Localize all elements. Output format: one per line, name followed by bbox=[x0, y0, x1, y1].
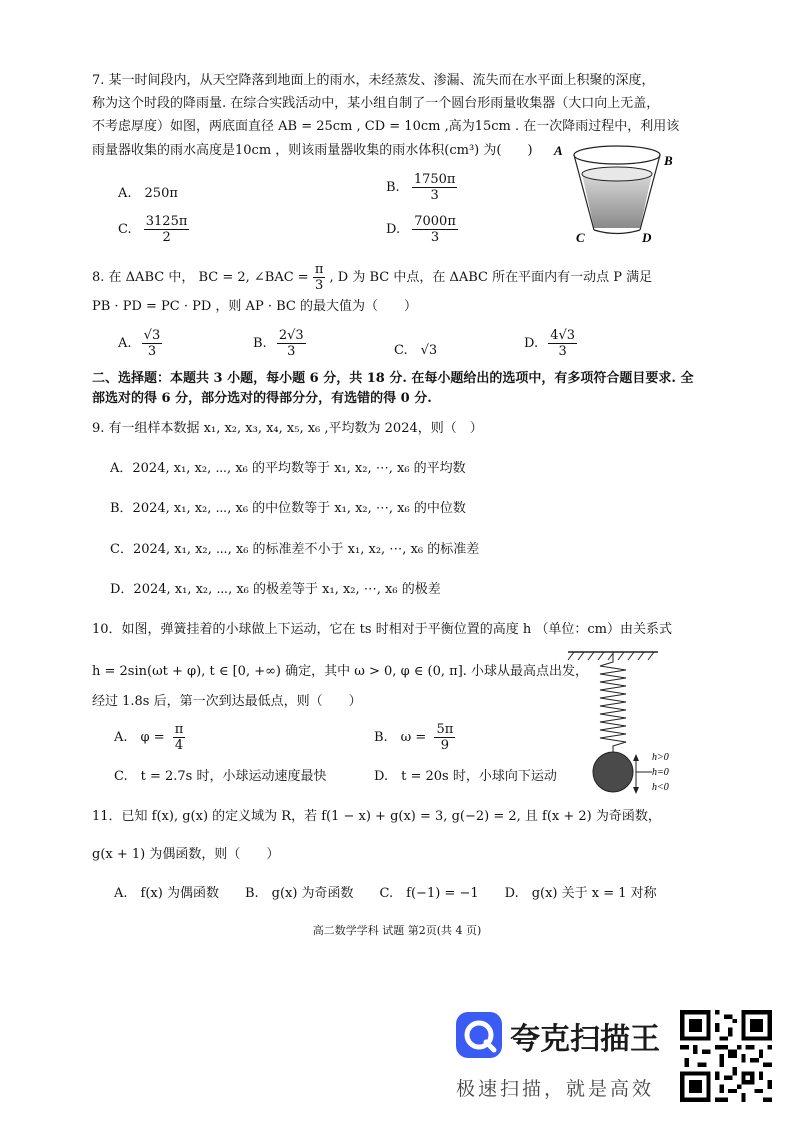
q9-stem: 9. 有一组样本数据 x₁, x₂, x₃, x₄, x₅, x₆ ,平均数为 2024，则（ ） bbox=[92, 421, 483, 436]
q8-option-d-denominator: 3 bbox=[558, 344, 567, 359]
q7-option-c-label: C. bbox=[118, 222, 132, 237]
q10-option-a-label: A. φ = bbox=[114, 730, 165, 745]
q7-option-d bbox=[386, 214, 458, 245]
q8-option-b-label: B. bbox=[253, 336, 267, 351]
q8-option-a-fraction bbox=[142, 328, 163, 359]
q8-option-a-label: A. bbox=[118, 336, 132, 351]
q10-line3: 经过 1.8s 后，第一次到达最低点，则（ ） bbox=[92, 694, 362, 709]
spring-figure bbox=[560, 644, 680, 794]
q7-option-c-denominator: 2 bbox=[162, 230, 171, 245]
qr-code-icon[interactable] bbox=[680, 1010, 772, 1102]
q11-line2: g(x + 1) 为偶函数，则（ ） bbox=[92, 847, 280, 862]
q10-option-a-fraction bbox=[173, 722, 186, 753]
q7-option-d-denominator: 3 bbox=[430, 230, 440, 245]
q8-line1-fraction bbox=[313, 262, 326, 293]
q8-line1 bbox=[92, 262, 652, 293]
q7-option-c bbox=[118, 214, 189, 245]
q9-option-c: C．2024, x₁, x₂, ⋯, x₆ 的标准差不小于 x₁, x₂, ⋯, x₆ 的标准差 bbox=[110, 542, 480, 557]
q8-option-a-numerator: √3 bbox=[143, 328, 161, 343]
q10-option-b bbox=[374, 722, 455, 753]
q7-option-b-label: B. bbox=[386, 180, 400, 195]
q8-option-b-numerator: 2√3 bbox=[278, 328, 304, 343]
q10-option-c: C. t = 2.7s 时，小球运动速度最快 bbox=[114, 769, 327, 784]
q8-option-c: C. √3 bbox=[394, 343, 438, 358]
q7-line3: 不考虑厚度）如图，两底面直径 AB = 25cm , CD = 10cm ,高为15cm . 在一次降雨过程中，利用该 bbox=[92, 119, 680, 134]
q8-line1-denominator: 3 bbox=[314, 278, 324, 293]
q7-line4: 雨量器收集的雨水高度是10cm ，则该雨量器收集的雨水体积(cm³) 为( ) bbox=[92, 143, 533, 158]
q7-option-d-label: D. bbox=[386, 222, 401, 237]
section2-heading-line1: 二、选择题：本题共 3 小题，每小题 6 分，共 18 分. 在每小题给出的选项中，有多项符合题目要求. 全 bbox=[92, 371, 694, 386]
fig-label-a: A bbox=[554, 143, 563, 158]
q8-option-d-label: D. bbox=[524, 336, 539, 351]
fig-h-zero: h=0 bbox=[652, 767, 669, 778]
section2-heading-line2: 部选对的得 6 分，部分选对的得部分分，有选错的得 0 分. bbox=[92, 391, 432, 406]
fig-label-b: B bbox=[664, 153, 673, 168]
brand-name: 夸克扫描王 bbox=[510, 1022, 660, 1057]
q8-line2: PB · PD = PC · PD ，则 AP · BC 的最大值为（ ） bbox=[92, 299, 417, 314]
q7-option-d-numerator: 7000π bbox=[414, 214, 456, 229]
q9-option-d: D．2024, x₁, x₂, ⋯, x₆ 的极差等于 x₁, x₂, ⋯, x₆ 的极差 bbox=[110, 582, 441, 597]
q11-line1: 11．已知 f(x), g(x) 的定义域为 R，若 f(1 − x) + g(x) = 3, g(−2) = 2, 且 f(x + 2) 为奇函数， bbox=[92, 809, 661, 824]
q8-option-a-denominator: 3 bbox=[147, 344, 157, 359]
fig-h-negative: h<0 bbox=[652, 782, 669, 793]
q10-option-b-numerator: 5π bbox=[436, 722, 454, 737]
rain-gauge-figure bbox=[548, 140, 688, 250]
q8-option-b-denominator: 3 bbox=[287, 344, 296, 359]
q7-line1: 7. 某一时间段内，从天空降落到地面上的雨水，未经蒸发、渗漏、流失而在水平面上积聚的深度， bbox=[92, 73, 655, 88]
q10-option-d: D. t = 20s 时，小球向下运动 bbox=[374, 769, 557, 784]
quark-logo-icon bbox=[456, 1012, 502, 1058]
q10-option-a-numerator: π bbox=[174, 722, 184, 737]
q9-option-b: B．2024, x₁, x₂, ⋯, x₆ 的中位数等于 x₁, x₂, ⋯, x₆ 的中位数 bbox=[110, 501, 466, 516]
q8-option-b-fraction bbox=[277, 328, 306, 359]
q8-option-d-fraction bbox=[548, 328, 577, 359]
q10-option-a-denominator: 4 bbox=[174, 738, 184, 753]
q7-option-c-fraction bbox=[144, 214, 190, 245]
q7-option-d-fraction bbox=[412, 214, 458, 245]
page-footer: 高二数学学科 试题 第2页(共 4 页) bbox=[312, 924, 482, 937]
brand-slogan: 极速扫描，就是高效 bbox=[456, 1078, 655, 1100]
q10-option-b-label: B. ω = bbox=[374, 730, 427, 745]
q10-option-a bbox=[114, 722, 185, 753]
q7-option-b-denominator: 3 bbox=[430, 188, 439, 203]
q8-option-b bbox=[253, 328, 306, 359]
q7-option-b bbox=[386, 172, 457, 203]
q8-option-d-numerator: 4√3 bbox=[550, 328, 576, 343]
q8-option-d bbox=[524, 328, 577, 359]
q10-option-b-fraction bbox=[434, 722, 455, 753]
q8-option-a bbox=[118, 328, 162, 359]
q10-line1: 10．如图，弹簧挂着的小球做上下运动，它在 ts 时相对于平衡位置的高度 h （单位：cm）由关系式 bbox=[92, 622, 672, 637]
q7-option-b-fraction bbox=[412, 172, 458, 203]
q7-option-a: A. 250π bbox=[118, 186, 178, 201]
q7-option-c-numerator: 3125π bbox=[145, 214, 188, 229]
q8-line1-numerator: π bbox=[314, 262, 324, 277]
q11-options: A. f(x) 为偶函数 B. g(x) 为奇函数 C. f(−1) = −1 D. g(x) 关于 x = 1 对称 bbox=[114, 886, 657, 901]
q10-option-b-denominator: 9 bbox=[440, 738, 449, 753]
q8-line1-post: , D 为 BC 中点，在 ΔABC 所在平面内有一动点 P 满足 bbox=[329, 270, 653, 285]
q8-line1-pre: 8. 在 ΔABC 中， BC = 2, ∠BAC = bbox=[92, 270, 309, 285]
q9-option-a: A．2024, x₁, x₂, ⋯, x₆ 的平均数等于 x₁, x₂, ⋯, x₆ 的平均数 bbox=[110, 461, 466, 476]
fig-label-c: C bbox=[576, 230, 585, 245]
fig-h-positive: h>0 bbox=[652, 752, 669, 763]
fig-label-d: D bbox=[642, 230, 652, 245]
q10-line2: h = 2sin(ωt + φ), t ∈ [0, +∞) 确定，其中 ω > 0, φ ∈ (0, π]. 小球从最高点出发， bbox=[92, 664, 589, 679]
q7-line2: 称为这个时段的降雨量. 在综合实践活动中，某小组自制了一个圆台形雨量收集器（大口向上无盖， bbox=[92, 96, 660, 111]
q7-option-b-numerator: 1750π bbox=[413, 172, 456, 187]
